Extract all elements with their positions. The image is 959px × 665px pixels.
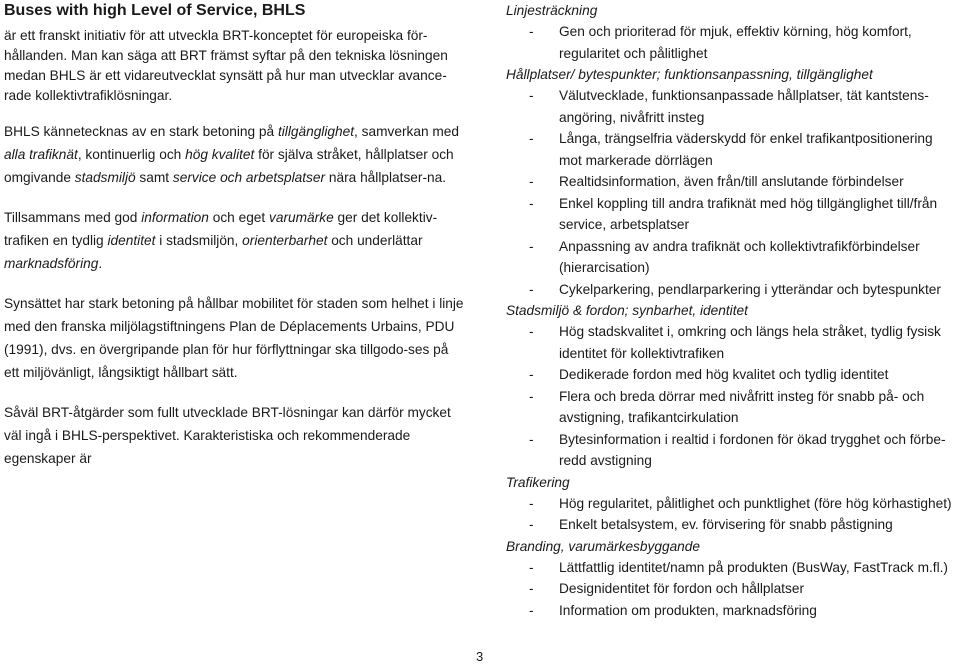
list-item [506,193,956,236]
dash-bullet: - [529,388,534,404]
dash-bullet: - [529,324,534,339]
left-column [4,0,466,470]
list-item-text: Cykelparkering, pendlarparkering i ytterändar och bytespunkter [559,281,941,297]
list-item [506,600,956,622]
list-item [506,85,956,128]
paragraph-information-brand: Tillsammans med god information och eget varumärke ger det kollektiv-trafiken en tydlig identitet i stadsmiljön, orienterbarhet och underlättar marknadsföring. [4,210,438,271]
paragraph-brt-measures: Såväl BRT-åtgärder som fullt utvecklade BRT-lösningar kan därför mycket väl ingå i BHLS-perspektivet. Karakteristiska och rekommenderade egenskaper är [4,405,451,466]
dash-bullet: - [529,88,534,103]
paragraph-sustainable-mobility: Synsättet har stark betoning på hållbar mobilitet för staden som helhet i linje med den franska miljölagstiftningens Plan de Déplacements Urbains, PDU (1991), dvs. en övergripande plan för hur förflyttningar ska tillgodo-ses på ett miljövänligt, långsiktigt hållbart sätt. [4,296,464,380]
list-item-text: Bytesinformation i realtid i fordonen för ökad trygghet och förbe-redd avstigning [559,431,946,468]
list-item [506,236,956,279]
list-item [506,429,956,472]
page-number: 3 [476,649,484,664]
list-item-text: Hög stadskvalitet i, omkring och längs hela stråket, tydlig fysisk identitet för kollektivtrafiken [559,324,941,361]
section-heading: Hållplatser/ bytespunkter; funktionsanpassning, tillgänglighet [506,67,873,82]
section-heading: Linjesträckning [506,3,598,18]
section-list [506,21,956,64]
list-item [506,386,956,429]
dash-bullet: - [529,367,534,382]
list-item [506,578,956,600]
list-item [506,171,956,193]
list-item-text: Hög regularitet, pålitlighet och punktlighet (före hög körhastighet) [559,495,952,511]
intro-paragraph: är ett franskt initiativ för att utveckla BRT-konceptet för europeiska för-hållanden. Man kan säga att BRT främst syftar på den tekniska lösningen medan BHLS är ett vidareutvecklat synsätt på hur man utvecklar avance-rade kollektivtrafiklösningar. [4,28,448,103]
dash-bullet: - [529,581,534,596]
list-item-text: Dedikerade fordon med hög kvalitet och tydlig identitet [559,367,889,382]
section-list [506,493,956,536]
dash-bullet: - [529,131,534,146]
section-heading: Branding, varumärkesbyggande [506,538,701,554]
section-list [506,321,956,472]
list-item [506,364,956,386]
section-list [506,557,956,622]
list-item-text: Realtidsinformation, även från/till anslutande förbindelser [559,174,904,189]
dash-bullet: - [529,431,534,447]
list-item-text: Välutvecklade, funktionsanpassade hållplatser, tät kantstens-angöring, nivåfritt insteg [559,88,929,125]
dash-bullet: - [529,281,534,297]
list-item-text: Långa, trängselfria väderskydd för enkel trafikantpositionering mot markerade dörrlägen [559,131,933,168]
list-item [506,557,956,579]
dash-bullet: - [529,195,534,211]
list-item-text: Information om produkten, marknadsföring [559,602,817,618]
section-heading: Trafikering [506,474,570,490]
list-item-text: Designidentitet för fordon och hållplatser [559,581,804,596]
page-title: Buses with high Level of Service, BHLS [4,2,306,19]
section-list [506,85,956,300]
list-item [506,514,956,536]
dash-bullet: - [529,24,534,39]
list-item-text: Gen och prioriterad för mjuk, effektiv körning, hög komfort, regularitet och pålitlighet [559,24,912,61]
list-item-text: Anpassning av andra trafiknät och kollektivtrafikförbindelser (hierarcisation) [559,238,920,275]
list-item-text: Enkel koppling till andra trafiknät med hög tillgänglighet till/från service, arbetsplatser [559,195,938,232]
list-item-text: Flera och breda dörrar med nivåfritt insteg för snabb på- och avstigning, trafikantcirkulation [559,388,925,425]
dash-bullet: - [529,174,534,189]
list-item [506,279,956,301]
paragraph-bhls-characteristics: BHLS kännetecknas av en stark betoning på tillgänglighet, samverkan med alla trafiknät, kontinuerlig och hög kvalitet för själva stråket, hållplatser och omgivande stadsmiljö samt service och arbetsplatser nära hållplatser-na. [4,124,460,185]
dash-bullet: - [529,238,534,254]
list-item [506,128,956,171]
right-column [506,0,956,621]
list-item [506,21,956,64]
dash-bullet: - [529,559,534,575]
dash-bullet: - [529,517,534,532]
dash-bullet: - [529,495,534,511]
section-heading: Stadsmiljö & fordon; synbarhet, identitet [506,303,748,318]
list-item [506,493,956,515]
list-item-text: Enkelt betalsystem, ev. förvisering för snabb påstigning [559,517,893,532]
dash-bullet: - [529,602,534,618]
list-item [506,321,956,364]
list-item-text: Lättfattlig identitet/namn på produkten (BusWay, FastTrack m.fl.) [559,559,948,575]
